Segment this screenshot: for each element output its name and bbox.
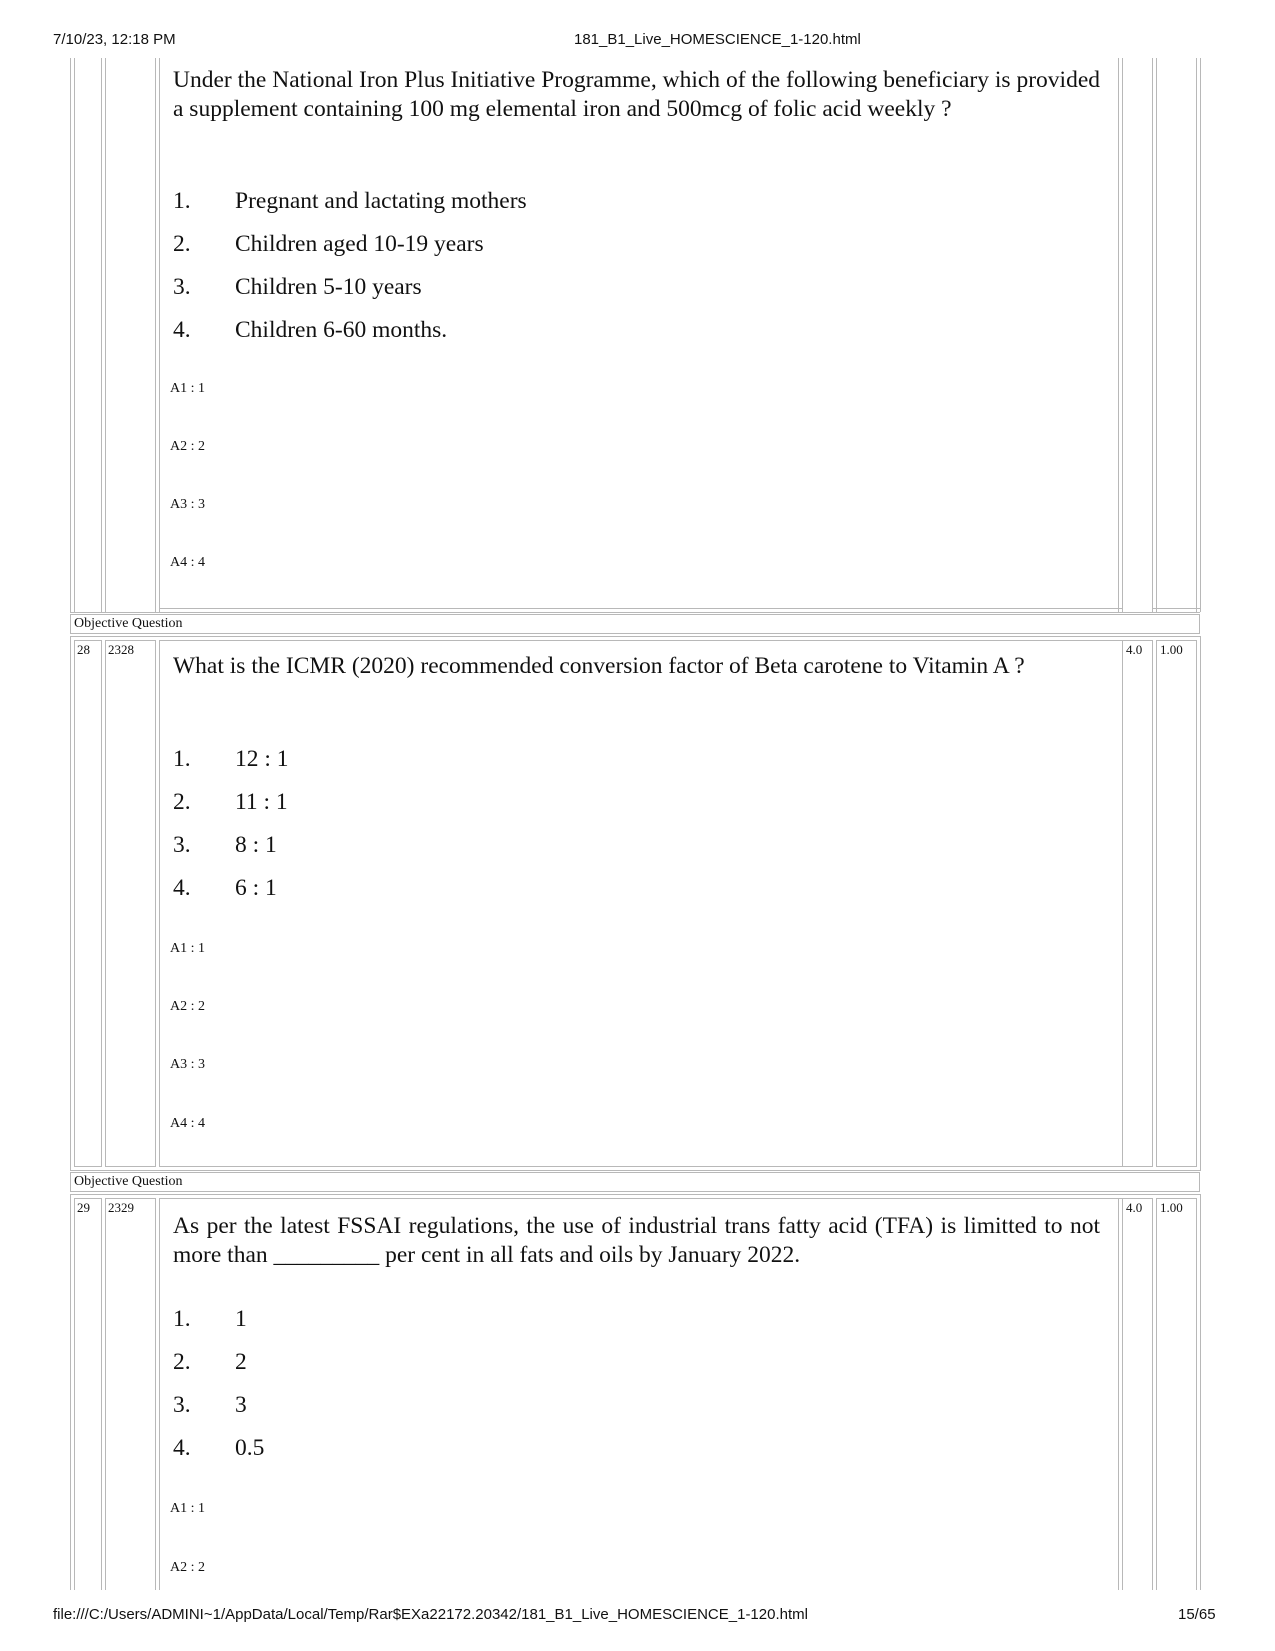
option-text: 6 : 1	[235, 875, 277, 901]
option-number: 3.	[173, 832, 191, 858]
option-number: 1.	[173, 746, 191, 772]
answer-a2: A2 : 2	[170, 999, 205, 1014]
answer-a3: A3 : 3	[170, 497, 205, 512]
option-number: 1.	[173, 188, 191, 214]
option-2	[173, 788, 288, 817]
option-4	[173, 316, 447, 345]
option-number: 4.	[173, 317, 191, 343]
option-text: Children aged 10-19 years	[235, 231, 484, 257]
answer-a4: A4 : 4	[170, 555, 205, 570]
question-type-label: Objective Question	[74, 616, 183, 631]
serial-number: 29	[77, 1200, 90, 1215]
option-text: 8 : 1	[235, 832, 277, 858]
option-number: 3.	[173, 274, 191, 300]
answer-a2: A2 : 2	[170, 439, 205, 454]
negative-marks: 1.00	[1160, 1200, 1183, 1215]
option-4	[173, 1434, 264, 1463]
option-3	[173, 831, 277, 860]
print-file-path: file:///C:/Users/ADMINI~1/AppData/Local/Temp/Rar$EXa22172.20342/181_B1_Live_HOMESCIENCE_1-120.html	[53, 1606, 808, 1623]
question-id: 2328	[108, 642, 134, 657]
option-number: 1.	[173, 1306, 191, 1332]
marks: 4.0	[1126, 1200, 1143, 1215]
question-type-label: Objective Question	[74, 1174, 183, 1189]
option-number: 3.	[173, 1392, 191, 1418]
option-text: 12 : 1	[235, 746, 289, 772]
option-text: 1	[235, 1306, 247, 1332]
answer-a4: A4 : 4	[170, 1116, 205, 1131]
option-text: 3	[235, 1392, 247, 1418]
answer-a3: A3 : 3	[170, 1057, 205, 1072]
option-1	[173, 1305, 247, 1334]
option-text: Pregnant and lactating mothers	[235, 188, 527, 214]
answer-a2: A2 : 2	[170, 1560, 205, 1575]
option-1	[173, 745, 289, 774]
option-4	[173, 874, 277, 903]
option-text: Children 6-60 months.	[235, 317, 448, 343]
question-id: 2329	[108, 1200, 134, 1215]
option-number: 4.	[173, 1435, 191, 1461]
option-text: 2	[235, 1349, 247, 1375]
option-2	[173, 230, 484, 259]
marks: 4.0	[1126, 642, 1143, 657]
answer-a1: A1 : 1	[170, 941, 205, 956]
negative-marks: 1.00	[1160, 642, 1183, 657]
option-1	[173, 187, 527, 216]
question-type-row	[70, 614, 1200, 634]
option-3	[173, 273, 422, 302]
option-text: 0.5	[235, 1435, 265, 1461]
question-text: What is the ICMR (2020) recommended conversion factor of Beta carotene to Vitamin A ?	[173, 653, 1025, 679]
question-text: As per the latest FSSAI regulations, the use of industrial trans fatty acid (TFA) is limitted to not more than _________ per cent in all fats and oils by January 2022.	[173, 1213, 1100, 1268]
option-text: Children 5-10 years	[235, 274, 422, 300]
option-number: 2.	[173, 231, 191, 257]
page-number: 15/65	[1178, 1606, 1216, 1623]
question-type-row	[70, 1172, 1200, 1192]
option-number: 2.	[173, 789, 191, 815]
question-text: Under the National Iron Plus Initiative Programme, which of the following beneficiary is provided a supplement containing 100 mg elemental iron and 500mcg of folic acid weekly ?	[173, 67, 1100, 122]
option-number: 4.	[173, 875, 191, 901]
answer-a1: A1 : 1	[170, 381, 205, 396]
option-2	[173, 1348, 247, 1377]
print-datetime: 7/10/23, 12:18 PM	[53, 31, 176, 48]
serial-number: 28	[77, 642, 90, 657]
option-number: 2.	[173, 1349, 191, 1375]
answer-a1: A1 : 1	[170, 1501, 205, 1516]
option-3	[173, 1391, 247, 1420]
print-doc-title: 181_B1_Live_HOMESCIENCE_1-120.html	[574, 31, 861, 48]
option-text: 11 : 1	[235, 789, 288, 815]
